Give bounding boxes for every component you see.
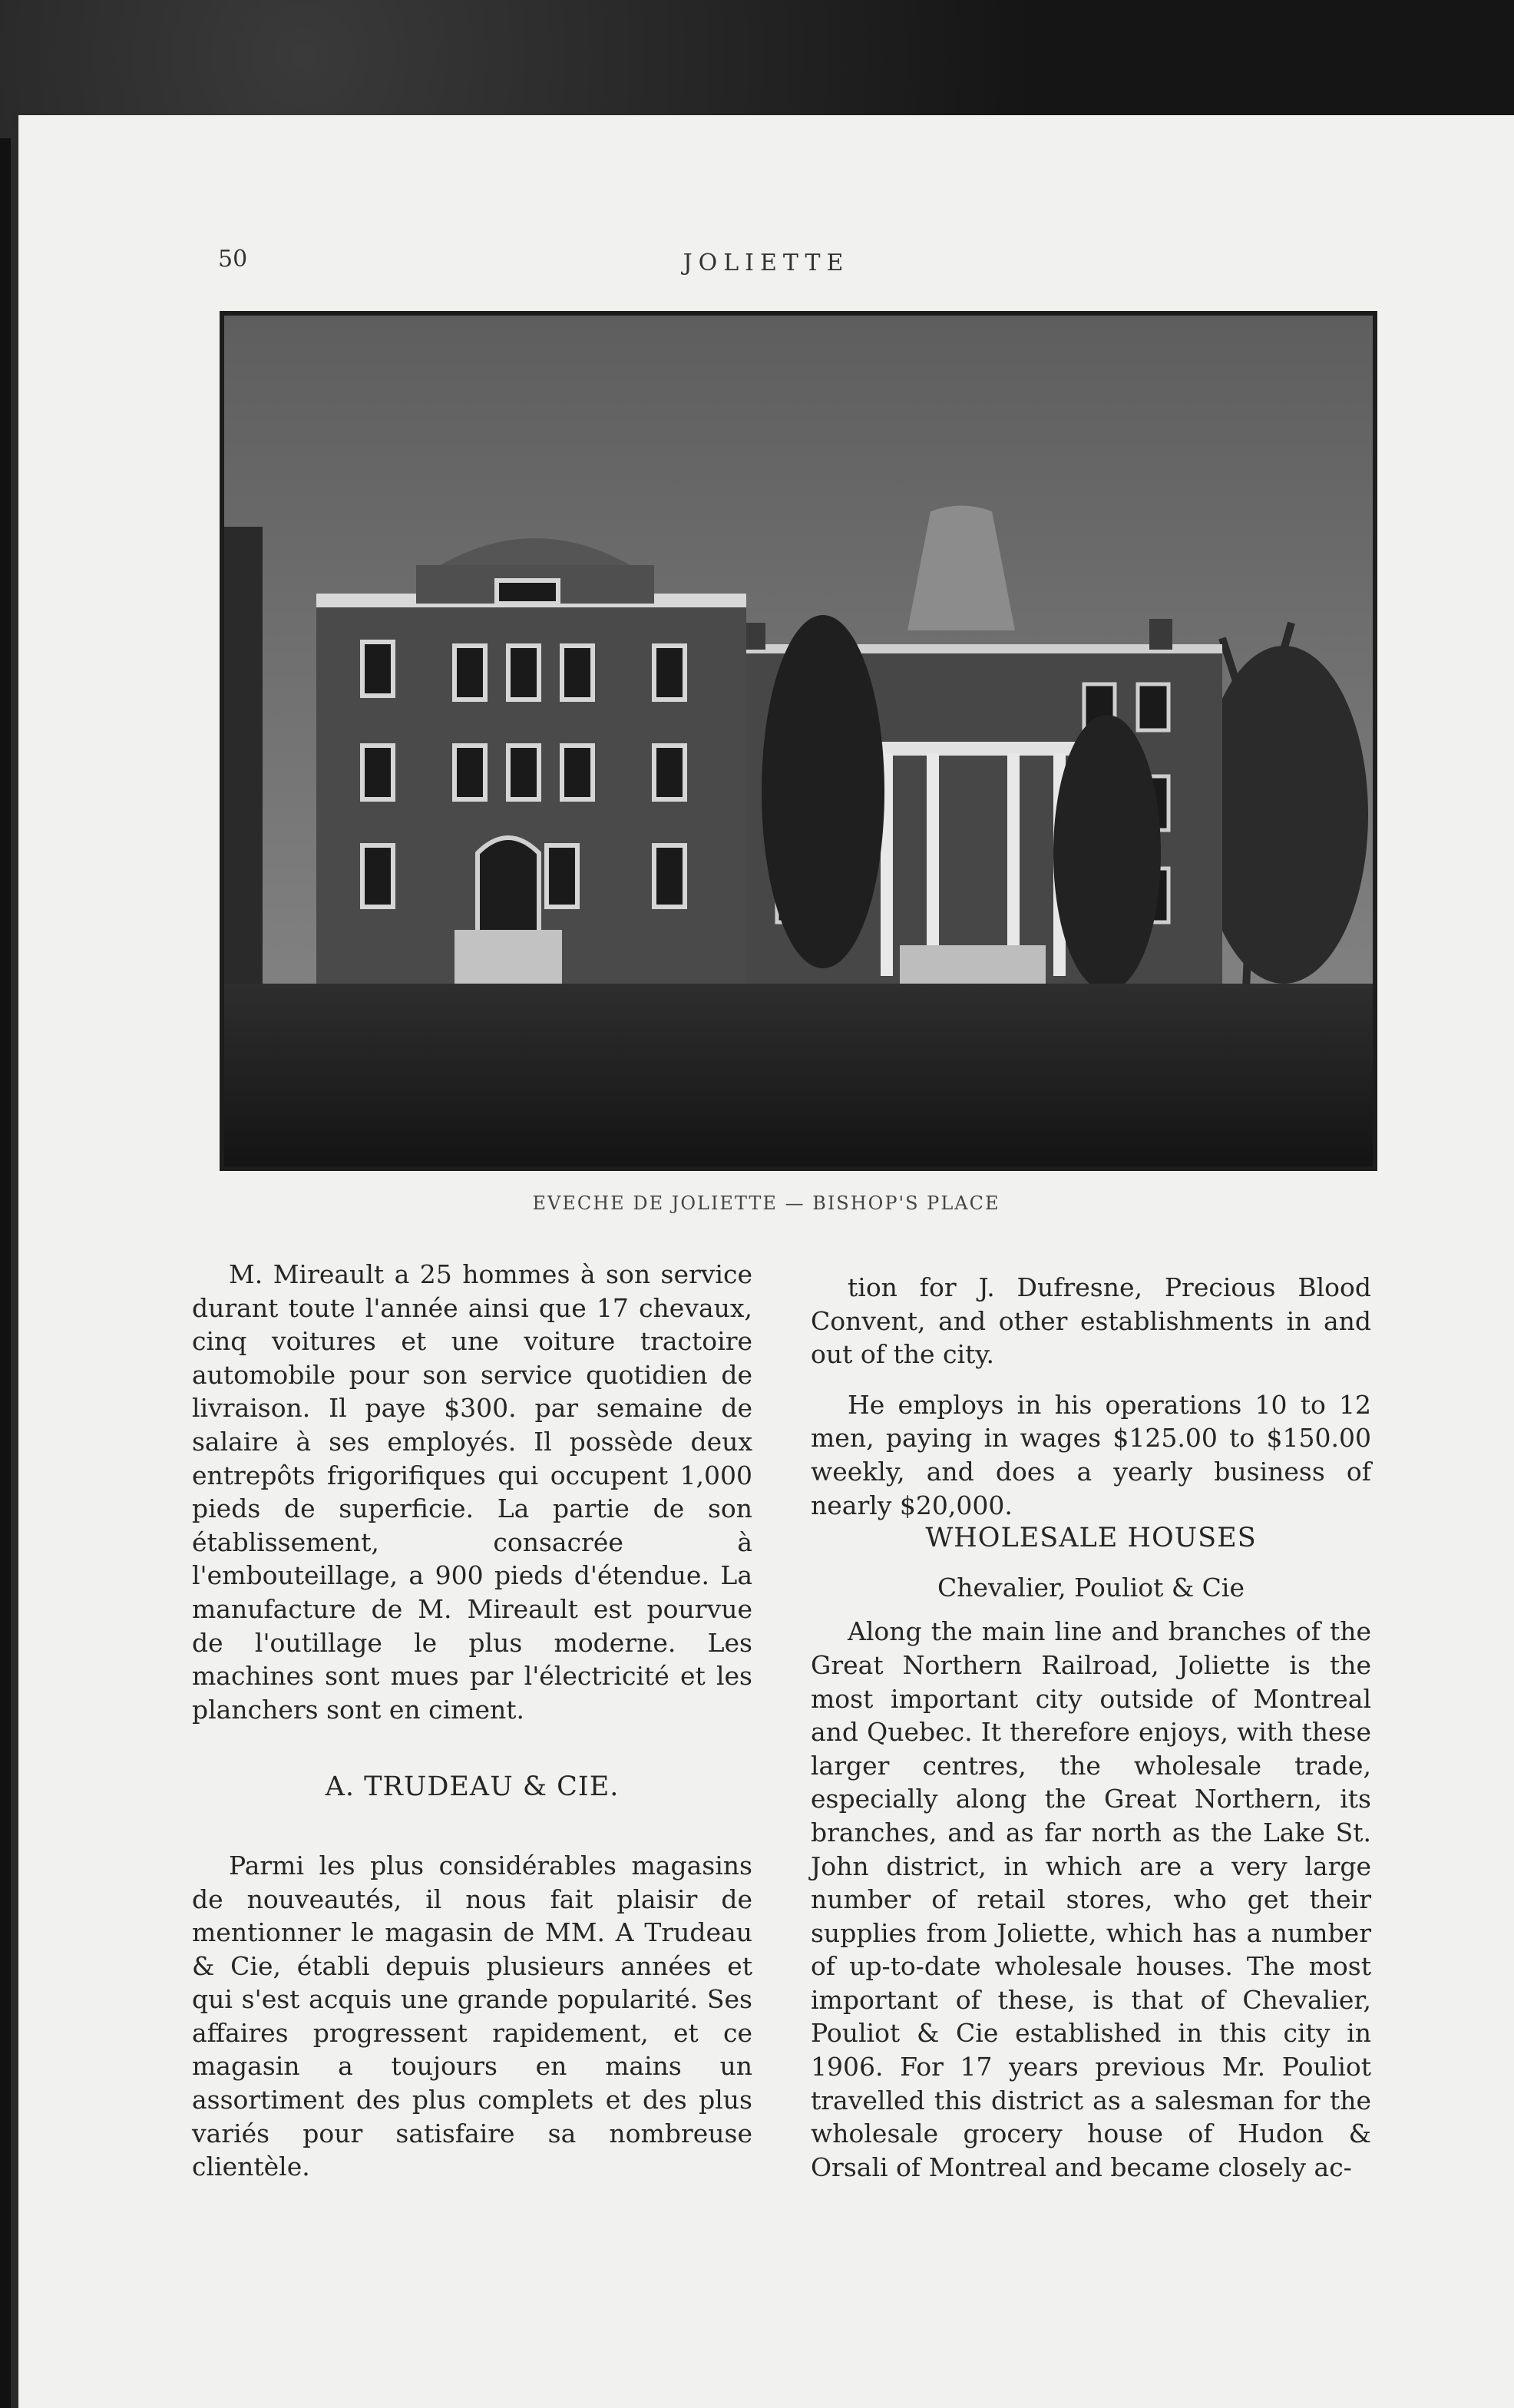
paragraph: He employs in his operations 10 to 12 men, paying in wages $125.00 to $150.00 weekly, and does a yearly business of nearly $20,000. [811, 1389, 1371, 1520]
paragraph: tion for J. Dufresne, Precious Blood Convent, and other establishments in and out of the city. [811, 1272, 1371, 1370]
left-column [192, 1258, 752, 2184]
paragraph: M. Mireault a 25 hommes à son service durant toute l'année ainsi que 17 chevaux, cinq voitures et une voiture tractoire automobile pour son service quotidien de livraison. Il paye $300. par semaine de salaire à ses employés. Il possède deux entrepôts frigorifiques qui occupent 1,000 pieds de superficie. La partie de son établissement, consacrée à l'embouteillage, a 900 pieds d'étendue. La manufacture de M. Mireault est pourvue de l'outillage le plus moderne. Les machines sont mues par l'électricité et les planchers sont en ciment. [192, 1259, 752, 1725]
page-number: 50 [218, 246, 248, 273]
section-heading: A. TRUDEAU & CIE. [325, 1771, 620, 1803]
paragraph: Parmi les plus considérables magasins de nouveautés, il nous fait plaisir de mentionner le magasin de MM. A Trudeau & Cie, établi depuis plusieurs années et qui s'est acquis une grande popularité. Ses affaires progressent rapidement, et ce magasin a toujours en mains un assortiment des plus complets et des plus variés pour satisfaire sa nombreuse clientèle. [192, 1850, 752, 2182]
running-title: JOLIETTE [683, 250, 850, 276]
subsection-heading: Chevalier, Pouliot & Cie [937, 1572, 1245, 1603]
building-photo [220, 311, 1377, 1171]
section-heading: WHOLESALE HOUSES [925, 1523, 1257, 1554]
right-column [811, 1271, 1371, 2184]
book-page [11, 115, 1514, 2408]
paragraph: Along the main line and branches of the Great Northern Railroad, Joliette is the most important city outside of Montreal and Quebec. It therefore enjoys, with these larger centres, the wholesale trade, especially along the Great Northern, its branches, and as far north as the Lake St. John district, in which are a very large number of retail stores, who get their supplies from Joliette, which has a number of up-to-date wholesale houses. The most important of these, is that of Chevalier, Pouliot & Cie established in this city in 1906. For 17 years previous Mr. Pouliot travelled this district as a salesman for the wholesale grocery house of Hudon & Orsali of Montreal and became closely ac- [811, 1616, 1371, 2182]
bishop-palace-illustration [224, 316, 1373, 1166]
photo-caption: EVECHE DE JOLIETTE — BISHOP'S PLACE [532, 1192, 1000, 1214]
